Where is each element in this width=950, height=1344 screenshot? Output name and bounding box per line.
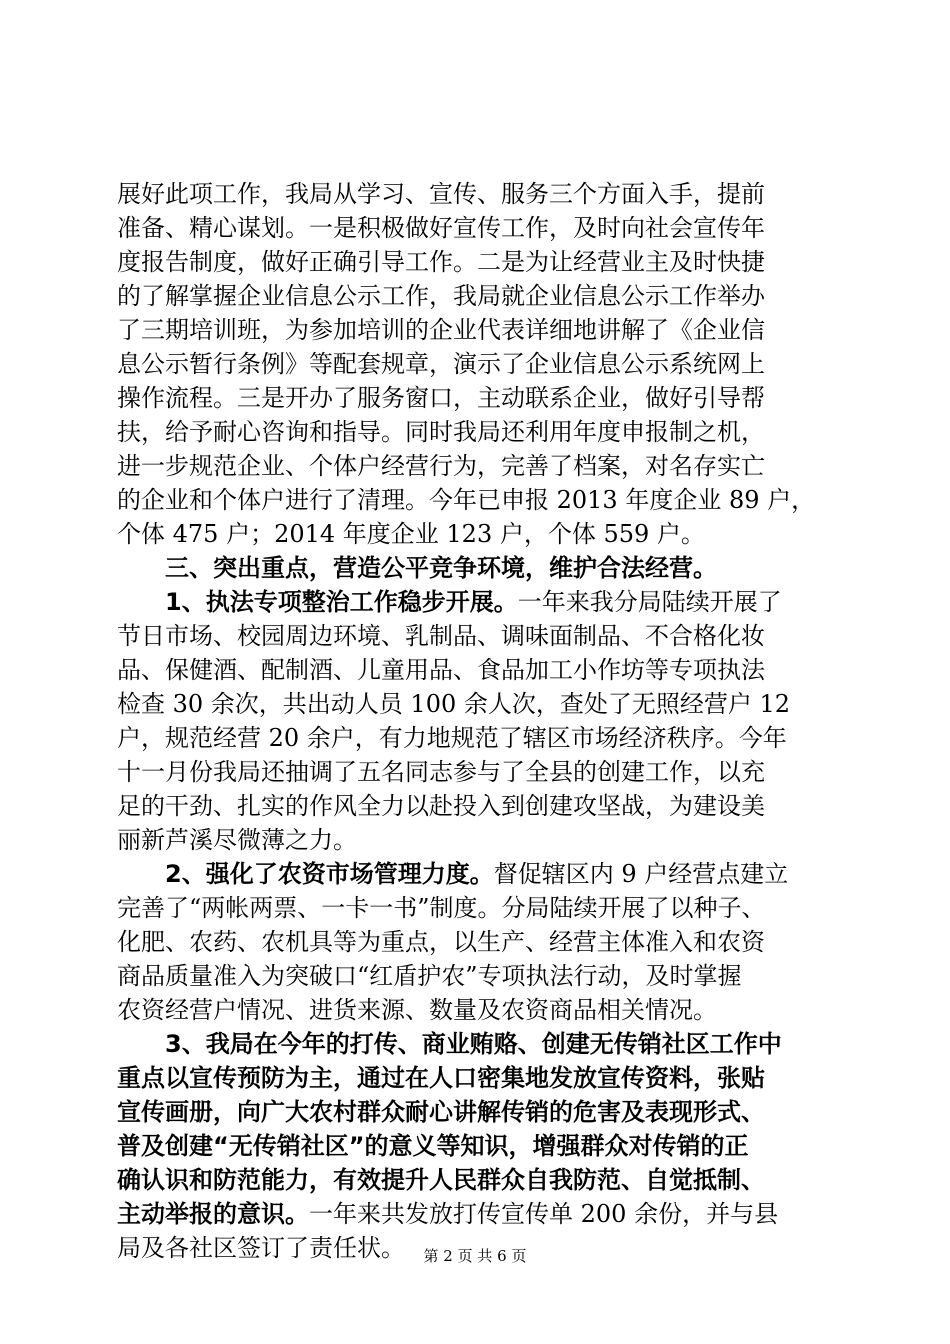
body-line: 展好此项工作，我局从学习、宣传、服务三个方面入手，提前 <box>117 180 765 208</box>
item3-mixed-line <box>117 1197 837 1231</box>
item1-first-line <box>117 585 837 619</box>
item3-line: 重点以宣传预防为主，通过在人口密集地发放宣传资料，张贴 <box>117 1064 765 1092</box>
item3-line: 普及创建“无传销社区”的意义等知识，增强群众对传销的正 <box>117 1132 749 1160</box>
item1-line: 品、保健酒、配制酒、儿童用品、食品加工小作坊等专项执法 <box>117 656 765 684</box>
item3-line: 宣传画册，向广大农村群众耐心讲解传销的危害及表现形式、 <box>117 1098 765 1126</box>
item1-line: 十一月份我局还抽调了五名同志参与了全县的创建工作，以充 <box>117 758 765 786</box>
body-line: 个体 475 户；2014 年度企业 123 户，个体 559 户。 <box>117 520 705 548</box>
item1-line: 足的干劲、扎实的作风全力以赴投入到创建攻坚战，为建设美 <box>117 792 765 820</box>
body-line: 准备、精心谋划。一是积极做好宣传工作，及时向社会宣传年 <box>117 214 765 242</box>
item3-line: 确认识和防范能力，有效提升人民群众自我防范、自觉抵制、 <box>117 1166 765 1194</box>
item1-title: 1、执法专项整治工作稳步开展。 <box>165 588 518 616</box>
item2-first-line <box>117 857 837 891</box>
item3-last-line: 局及各社区签订了责任状。 <box>117 1234 405 1262</box>
item2-line: 商品质量准入为突破口“红盾护农”专项执法行动，及时掌握 <box>117 962 742 990</box>
item3-line: 3、我局在今年的打传、商业贿赂、创建无传销社区工作中 <box>165 1030 782 1058</box>
item2-title: 2、强化了农资市场管理力度。 <box>165 860 494 888</box>
body-line: 扶，给予耐心咨询和指导。同时我局还利用年度申报制之机， <box>117 418 765 446</box>
body-line: 操作流程。三是开办了服务窗口，主动联系企业，做好引导帮 <box>117 384 765 412</box>
page-number-footer: 第 2 页 共 6 页 <box>423 1247 527 1265</box>
item2-line: 农资经营户情况、进货来源、数量及农资商品相关情况。 <box>117 996 717 1024</box>
item1-line: 节日市场、校园周边环境、乳制品、调味面制品、不合格化妆 <box>117 622 765 650</box>
body-line: 的了解掌握企业信息公示工作，我局就企业信息公示工作举办 <box>117 282 765 310</box>
item2-line: 化肥、农药、农机具等为重点，以生产、经营主体准入和农资 <box>117 928 765 956</box>
item1-line: 丽新芦溪尽微薄之力。 <box>117 826 357 854</box>
body-line: 息公示暂行条例》等配套规章，演示了企业信息公示系统网上 <box>117 350 765 378</box>
body-line: 度报告制度，做好正确引导工作。二是为让经营业主及时快捷 <box>117 248 765 276</box>
section-heading: 三、突出重点，营造公平竞争环境，维护合法经营。 <box>165 554 717 582</box>
body-line: 进一步规范企业、个体户经营行为，完善了档案，对名存实亡 <box>117 452 765 480</box>
document-body <box>117 177 837 1265</box>
item2-line: 完善了“两帐两票、一卡一书”制度。分局陆续开展了以种子、 <box>117 894 766 922</box>
item1-first-line-rest: 一年来我分局陆续开展了 <box>517 588 782 616</box>
body-line: 了三期培训班，为参加培训的企业代表详细地讲解了《企业信 <box>117 316 765 344</box>
body-line: 的企业和个体户进行了清理。今年已申报 2013 年度企业 89 户， <box>117 486 816 514</box>
item3-mixed-bold: 主动举报的意识。 <box>117 1200 309 1228</box>
item1-line: 检查 30 余次，共出动人员 100 余人次，查处了无照经营户 12 <box>117 690 791 718</box>
item1-line: 户，规范经营 20 余户，有力地规范了辖区市场经济秩序。今年 <box>117 724 787 752</box>
item3-mixed-rest: 一年来共发放打传宣传单 200 余份，并与县 <box>309 1200 779 1228</box>
item2-first-line-rest: 督促辖区内 9 户经营点建立 <box>493 860 789 888</box>
